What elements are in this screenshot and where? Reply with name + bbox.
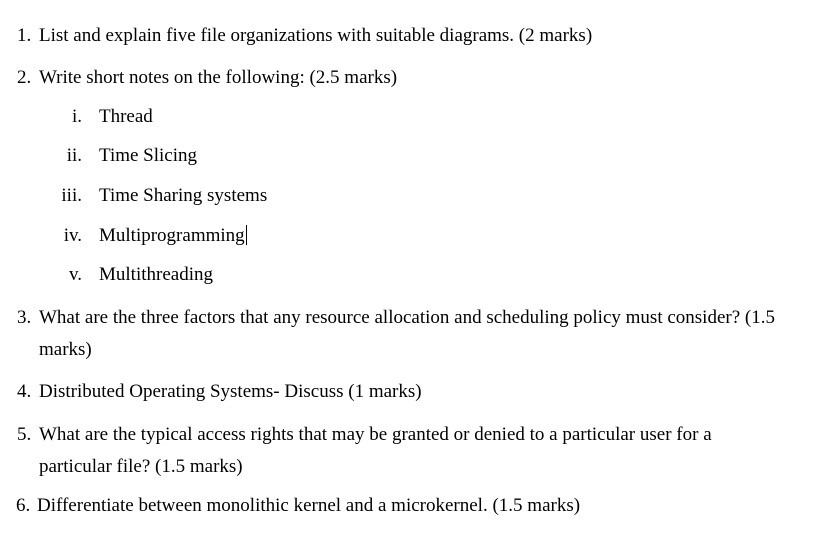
question-text: List and explain five file organizations with suitable diagrams. (2 marks) xyxy=(39,25,593,46)
question-text: Write short notes on the following: (2.5 marks) xyxy=(39,67,398,88)
question-number: 2. xyxy=(17,67,32,88)
subitem-text: Time Slicing xyxy=(99,145,198,166)
subitem-number: iii. xyxy=(61,185,82,206)
subitem-text: Time Sharing systems xyxy=(99,185,268,206)
question-2 xyxy=(17,67,397,89)
subitem-text[interactable] xyxy=(99,225,247,247)
subitem-text: Multithreading xyxy=(99,264,213,285)
question-4 xyxy=(17,381,422,403)
question-5 xyxy=(17,424,712,446)
question-number: 4. xyxy=(17,381,32,402)
subitem-number: iv. xyxy=(63,225,82,246)
subitem-number: ii. xyxy=(66,145,82,166)
question-number: 3. xyxy=(17,307,32,328)
question-number: 5. xyxy=(17,424,32,445)
subitem-number: v. xyxy=(68,264,82,285)
question-5-continuation: particular file? (1.5 marks) xyxy=(39,456,243,477)
question-3 xyxy=(17,307,775,329)
subitem-number: i. xyxy=(71,106,82,127)
subitem-text: Thread xyxy=(99,106,153,127)
question-text: What are the typical access rights that may be granted or denied to a particular user for a xyxy=(39,424,712,445)
question-6 xyxy=(16,495,580,517)
question-3-continuation: marks) xyxy=(39,339,92,360)
question-text: What are the three factors that any resource allocation and scheduling policy must consider? (1.5 xyxy=(39,307,775,328)
question-text: Differentiate between monolithic kernel and a microkernel. (1.5 marks) xyxy=(37,495,581,516)
question-number: 6. xyxy=(16,495,31,516)
text-cursor xyxy=(246,225,247,245)
question-1 xyxy=(17,25,592,47)
question-text: Distributed Operating Systems- Discuss (1 marks) xyxy=(39,381,422,402)
subitem-text-value: Multiprogramming xyxy=(99,225,245,246)
question-number: 1. xyxy=(17,25,32,46)
